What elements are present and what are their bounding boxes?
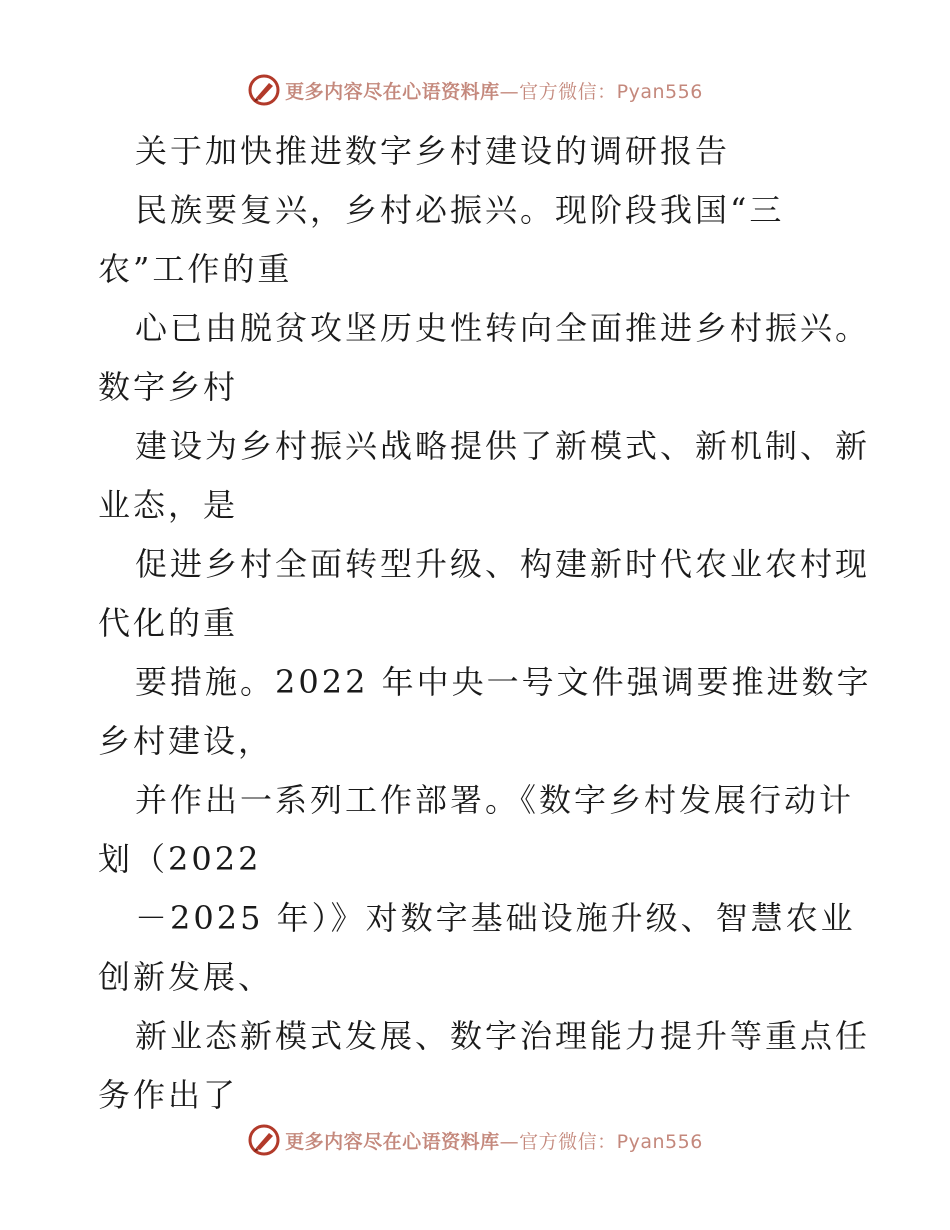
text-line: 务作出了 <box>98 1076 239 1114</box>
text-line: 创新发展、 <box>98 958 274 996</box>
text-line: 业态，是 <box>98 486 239 524</box>
watermark-tail: —官方微信：Pyan556 <box>499 1130 703 1153</box>
text-line: 乡村建设， <box>98 722 274 760</box>
text-line: －2025 年）》对数字基础设施升级、智慧农业 <box>135 899 856 937</box>
pen-logo-icon <box>247 73 281 107</box>
watermark-lead: 更多内容尽在心语资料库 <box>285 1130 500 1153</box>
text-line: 划（2022 <box>98 840 262 878</box>
header-watermark <box>0 70 950 110</box>
pen-logo-icon <box>247 1123 281 1157</box>
text-line: 代化的重 <box>98 604 239 642</box>
text-line: 新业态新模式发展、数字治理能力提升等重点任 <box>135 1017 871 1055</box>
document-body <box>98 122 872 1125</box>
text-line: 促进乡村全面转型升级、构建新时代农业农村现 <box>135 545 871 583</box>
watermark-text <box>285 1127 703 1154</box>
text-line: 关于加快推进数字乡村建设的调研报告 <box>135 132 731 170</box>
watermark-text <box>285 77 703 104</box>
text-line: 建设为乡村振兴战略提供了新模式、新机制、新 <box>135 427 871 465</box>
text-line: 并作出一系列工作部署。《数字乡村发展行动计 <box>135 781 855 819</box>
text-line: 要措施。2022 年中央一号文件强调要推进数字 <box>135 663 872 701</box>
text-line: 农”工作的重 <box>98 250 293 288</box>
footer-watermark <box>0 1120 950 1160</box>
text-line: 心已由脱贫攻坚历史性转向全面推进乡村振兴。 <box>135 309 871 347</box>
watermark-tail: —官方微信：Pyan556 <box>499 80 703 103</box>
watermark-lead: 更多内容尽在心语资料库 <box>285 80 500 103</box>
text-line: 数字乡村 <box>98 368 239 406</box>
text-line: 民族要复兴，乡村必振兴。现阶段我国“三 <box>135 191 785 229</box>
